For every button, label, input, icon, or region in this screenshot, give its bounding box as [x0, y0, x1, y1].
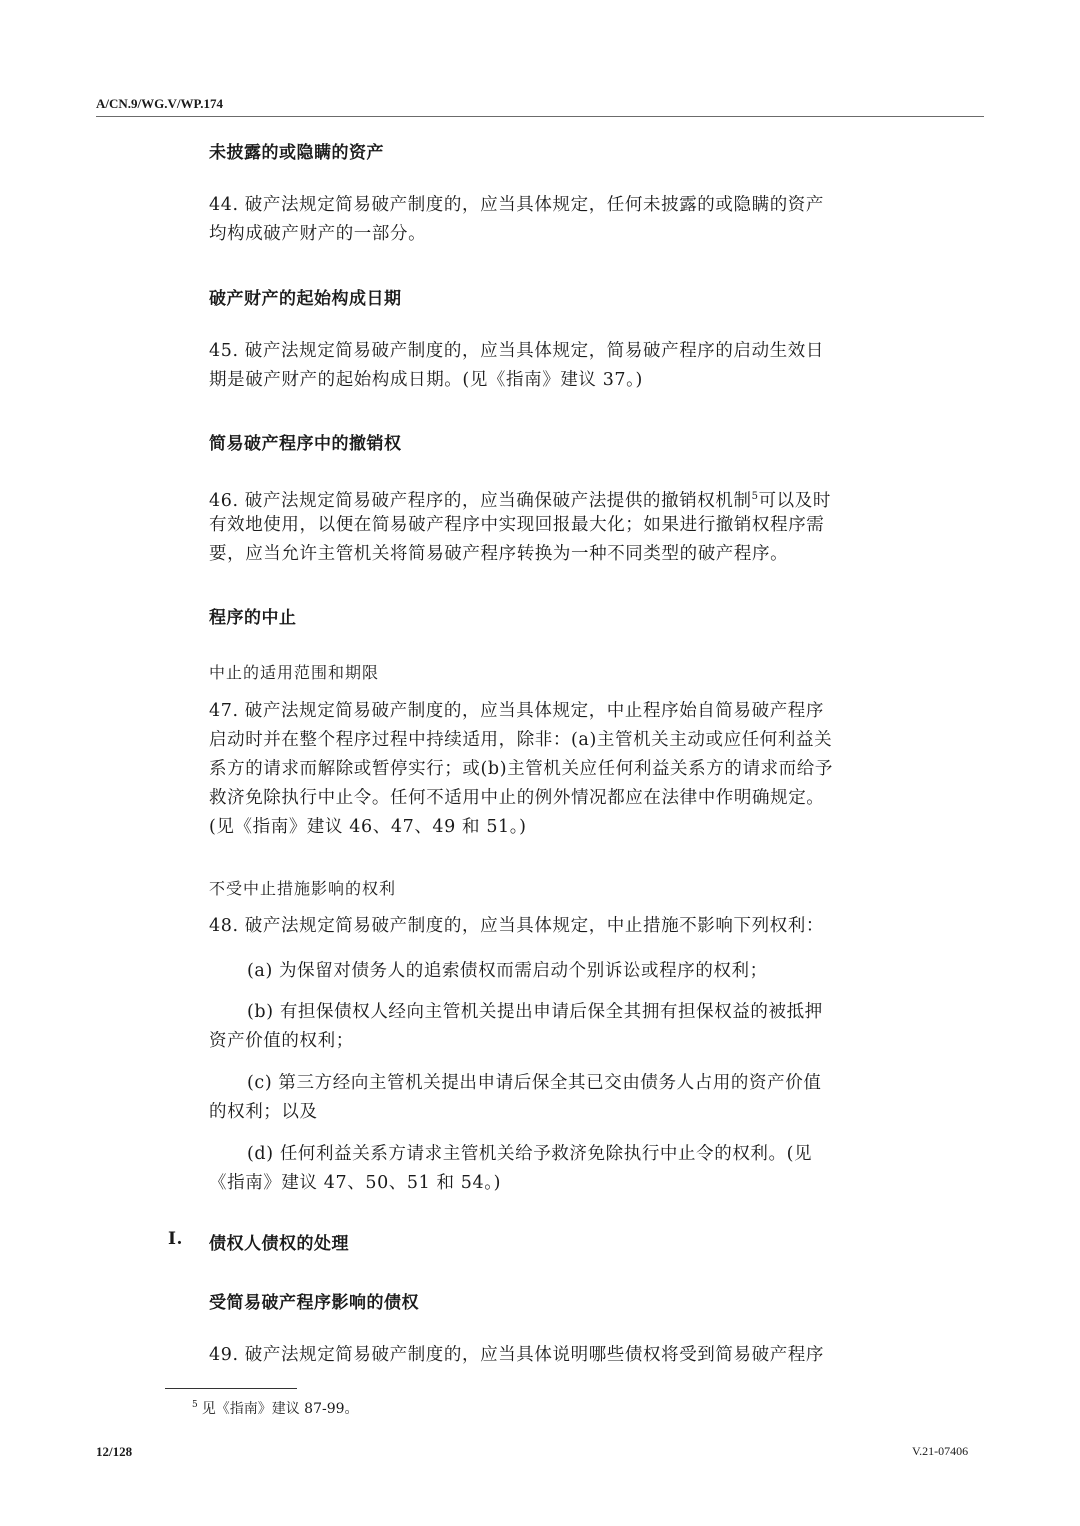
para-47-line-1: 47. 破产法规定简易破产制度的，应当具体规定，中止程序始自简易破产程序 [209, 701, 824, 721]
para-46-line-1a: 46. 破产法规定简易破产程序的，应当确保破产法提供的撤销权机制 [209, 490, 752, 511]
footnote-rule [165, 1388, 297, 1389]
footnote-text: 见《指南》建议 87-99。 [201, 1401, 359, 1417]
section-I-number: I. [168, 1229, 183, 1249]
para-48-item-c-line-2: 的权利；以及 [209, 1102, 318, 1122]
heading-affected-claims: 受简易破产程序影响的债权 [209, 1293, 419, 1313]
para-48-item-b-line-2: 资产价值的权利； [209, 1031, 354, 1051]
para-47-line-5: (见《指南》建议 46、47、49 和 51。) [209, 817, 527, 837]
para-44-line-1: 44. 破产法规定简易破产制度的，应当具体规定，任何未披露的或隐瞒的资产 [209, 195, 824, 215]
para-44-line-2: 均构成破产财产的一部分。 [209, 224, 427, 244]
para-48-line-1: 48. 破产法规定简易破产制度的，应当具体规定，中止措施不影响下列权利： [209, 916, 824, 936]
para-48-item-d-line-1: (d) 任何利益关系方请求主管机关给予救济免除执行中止令的权利。(见 [247, 1144, 813, 1164]
para-48-item-a: (a) 为保留对债务人的追索债权而需启动个别诉讼或程序的权利； [247, 961, 768, 981]
para-46-line-1b: 可以及时 [758, 490, 831, 511]
para-49-line-1: 49. 破产法规定简易破产制度的，应当具体说明哪些债权将受到简易破产程序 [209, 1345, 824, 1365]
subheading-stay-scope: 中止的适用范围和期限 [209, 663, 380, 682]
para-48-item-b-line-1: (b) 有担保债权人经向主管机关提出申请后保全其拥有担保权益的被抵押 [247, 1002, 823, 1022]
para-45-line-2: 期是破产财产的起始构成日期。(见《指南》建议 37。) [209, 370, 643, 390]
para-47-line-3: 系方的请求而解除或暂停实行；或(b)主管机关应任何利益关系方的请求而给予 [209, 759, 833, 779]
page-number: 12/128 [96, 1444, 133, 1459]
heading-start-date: 破产财产的起始构成日期 [209, 289, 402, 309]
para-45-line-1: 45. 破产法规定简易破产制度的，应当具体规定，简易破产程序的启动生效日 [209, 341, 824, 361]
heading-avoidance: 简易破产程序中的撤销权 [209, 434, 402, 454]
document-symbol: A/CN.9/WG.V/WP.174 [96, 96, 223, 111]
para-47-line-4: 救济免除执行中止令。任何不适用中止的例外情况都应在法律中作明确规定。 [209, 788, 825, 808]
para-48-item-d-line-2: 《指南》建议 47、50、51 和 54。) [209, 1173, 502, 1193]
para-48-item-c-line-1: (c) 第三方经向主管机关提出申请后保全其已交由债务人占用的资产价值 [247, 1073, 822, 1093]
footnote [192, 1398, 359, 1418]
header-rule [96, 116, 984, 117]
document-number: V.21-07406 [912, 1444, 969, 1458]
para-47-line-2: 启动时并在整个程序过程中持续适用，除非：(a)主管机关主动或应任何利益关 [209, 730, 833, 750]
section-I-title: 债权人债权的处理 [209, 1234, 349, 1254]
footnote-ref: 5 [751, 491, 759, 502]
para-46-line-2: 有效地使用，以便在简易破产程序中实现回报最大化；如果进行撤销权程序需 [209, 515, 825, 535]
heading-undisclosed-assets: 未披露的或隐瞒的资产 [209, 143, 384, 163]
footnote-mark: 5 [192, 1400, 198, 1411]
subheading-rights: 不受中止措施影响的权利 [209, 879, 397, 898]
para-46-line-3: 要，应当允许主管机关将简易破产程序转换为一种不同类型的破产程序。 [209, 544, 789, 564]
heading-stay: 程序的中止 [209, 608, 297, 628]
